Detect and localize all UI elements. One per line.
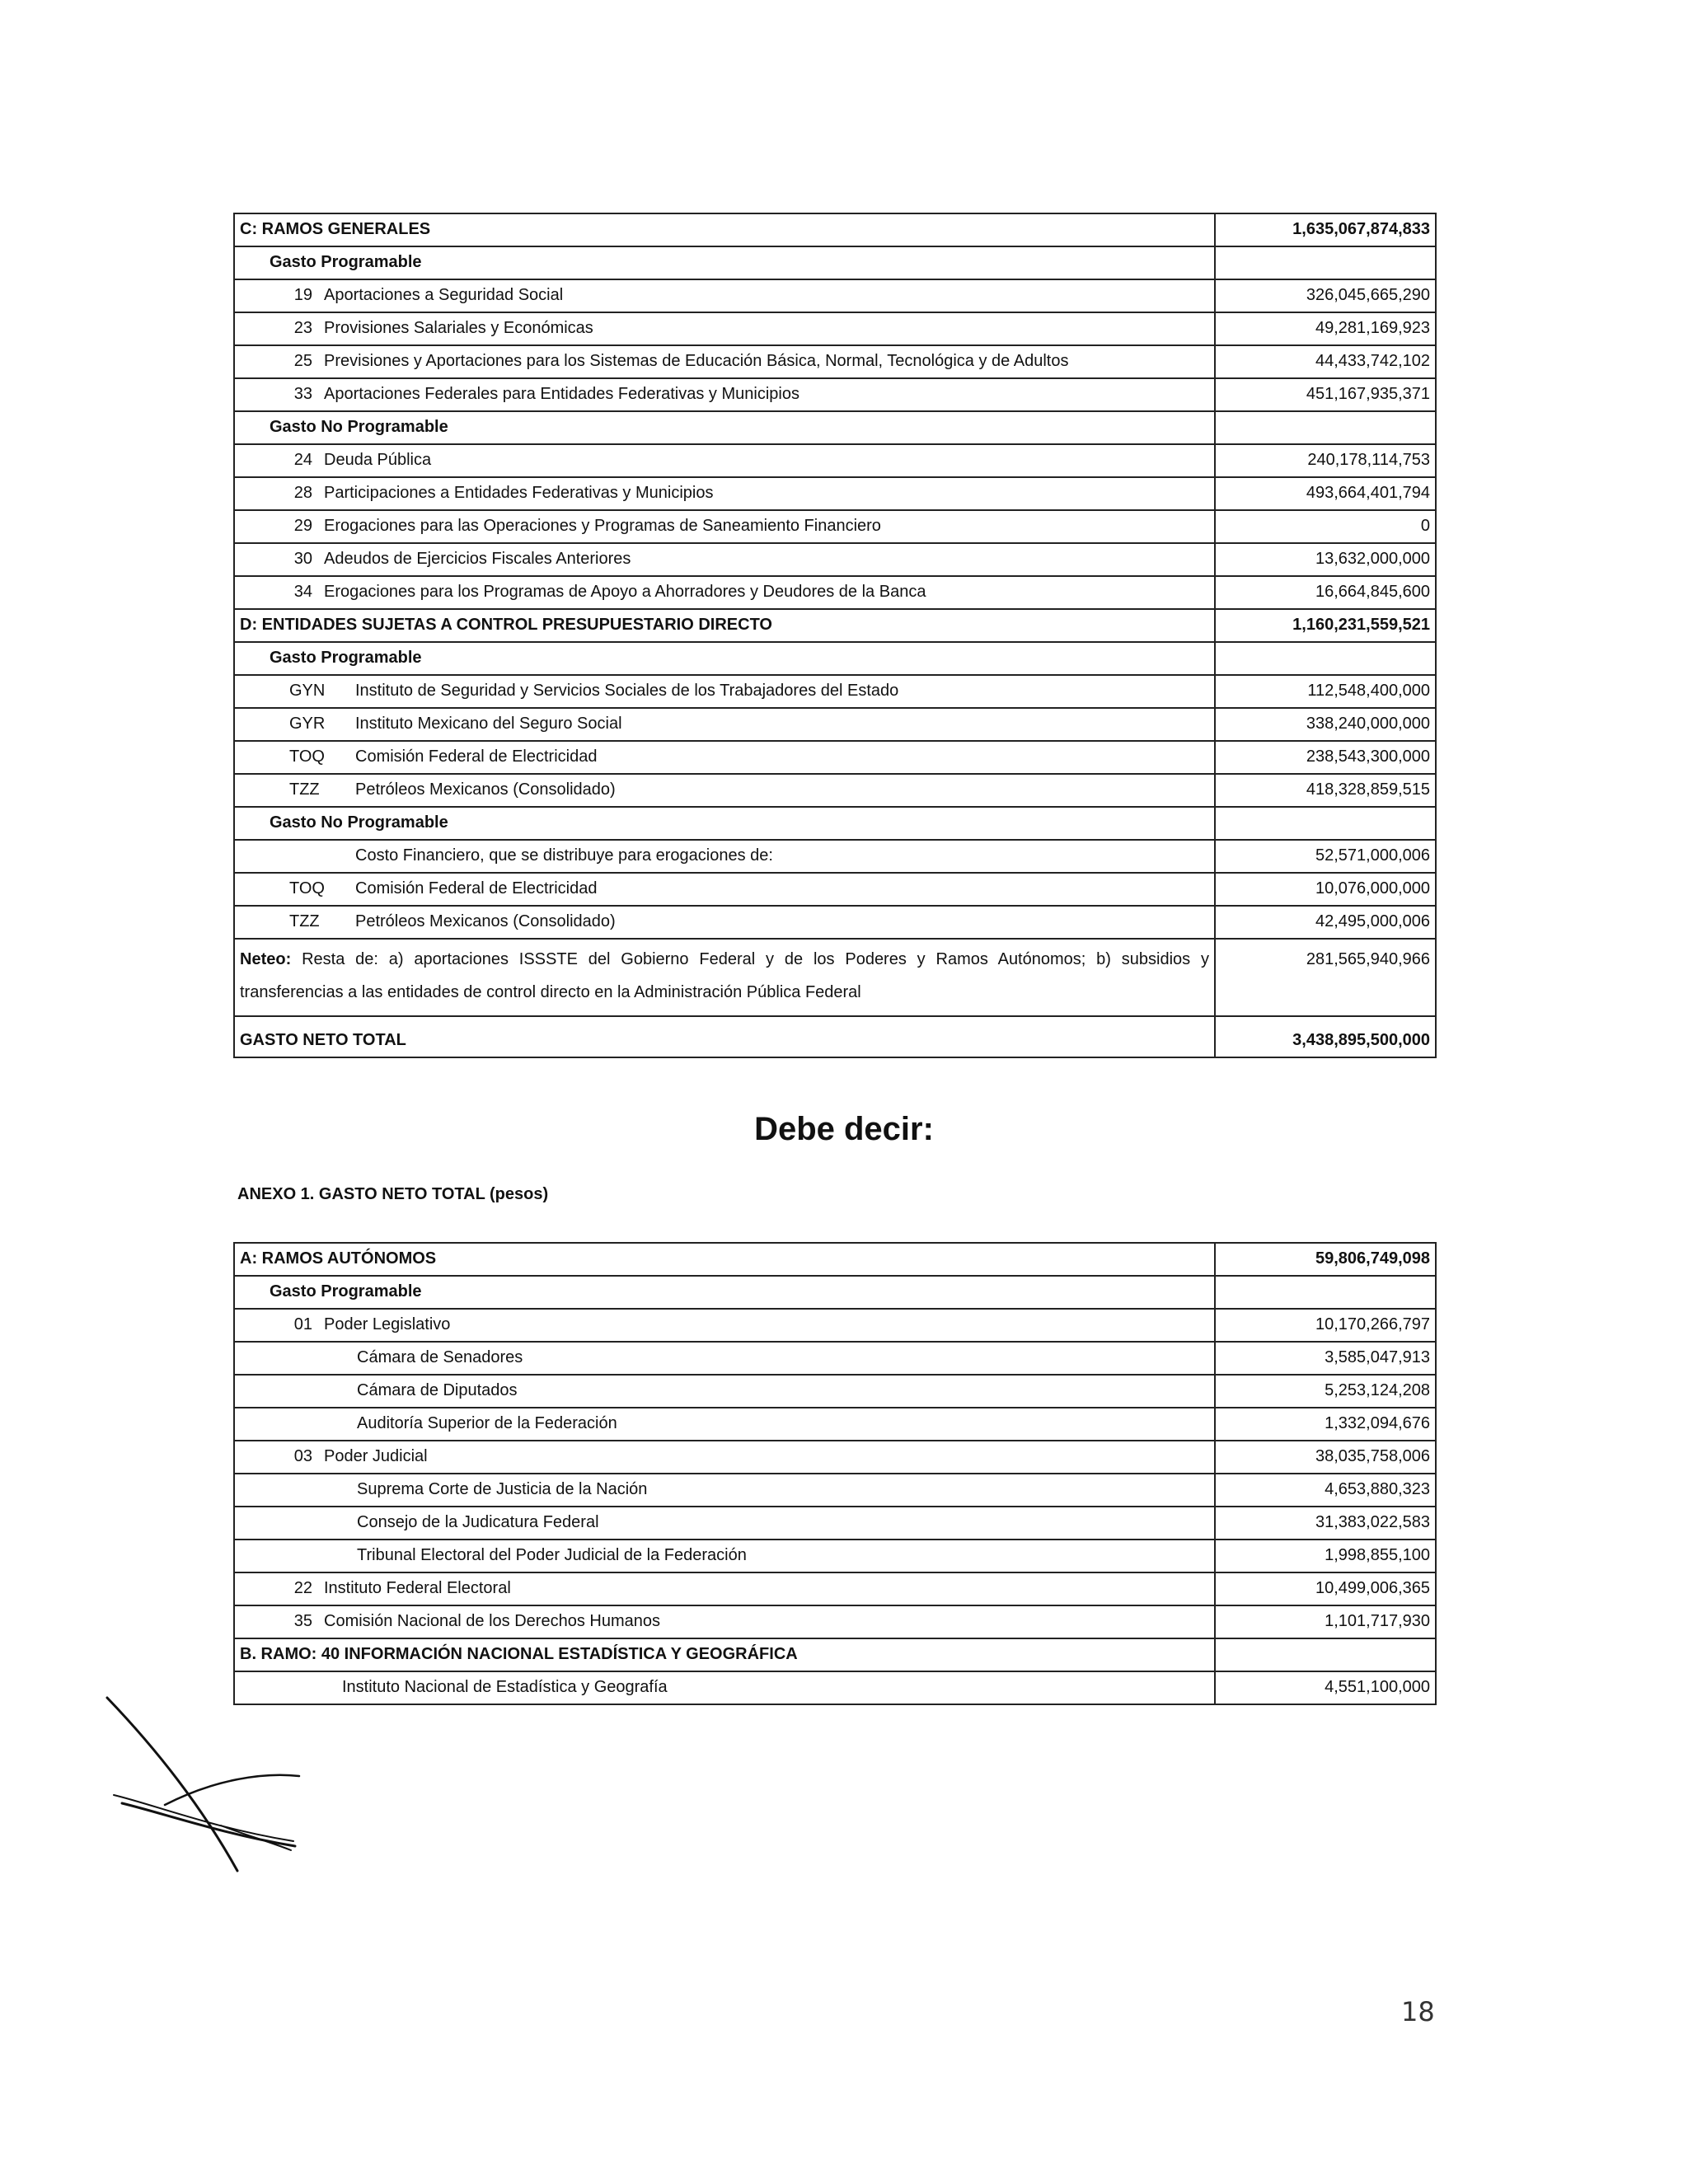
row-description-cell — [234, 312, 1215, 345]
table-row-item — [234, 312, 1436, 345]
table-row-neteo — [234, 939, 1436, 1016]
table-row-entity — [234, 741, 1436, 774]
row-amount: 112,548,400,000 — [1215, 675, 1436, 708]
row-description-cell — [234, 246, 1215, 279]
row-amount: 38,035,758,006 — [1215, 1441, 1436, 1474]
row-amount: 44,433,742,102 — [1215, 345, 1436, 378]
table-body — [234, 1243, 1436, 1704]
table-row-item — [234, 576, 1436, 609]
table-row-item — [234, 444, 1436, 477]
row-text: Participaciones a Entidades Federativas y Municipios — [324, 484, 714, 502]
row-description-cell — [234, 1243, 1215, 1276]
row-text: B. RAMO: 40 INFORMACIÓN NACIONAL ESTADÍSTICA Y GEOGRÁFICA — [240, 1645, 798, 1663]
table-row-sub — [234, 1540, 1436, 1572]
row-description-cell — [234, 1408, 1215, 1441]
row-description-cell — [234, 642, 1215, 675]
row-text: A: RAMOS AUTÓNOMOS — [240, 1249, 437, 1268]
row-description-cell — [234, 1671, 1215, 1704]
row-description-cell — [234, 1507, 1215, 1540]
row-amount — [1215, 411, 1436, 444]
table-row-inegi — [234, 1671, 1436, 1704]
row-text: Provisiones Salariales y Económicas — [324, 319, 593, 337]
row-text: GASTO NETO TOTAL — [240, 1031, 406, 1049]
row-amount: 451,167,935,371 — [1215, 378, 1436, 411]
row-text: Instituto Federal Electoral — [324, 1579, 511, 1597]
row-amount — [1215, 807, 1436, 840]
row-text: Instituto Mexicano del Seguro Social — [355, 715, 622, 733]
table-row-group — [234, 807, 1436, 840]
row-code: TOQ — [289, 879, 325, 898]
row-text: Instituto Nacional de Estadística y Geografía — [342, 1678, 668, 1696]
row-amount: 16,664,845,600 — [1215, 576, 1436, 609]
row-text: Gasto No Programable — [270, 813, 448, 832]
row-description-cell — [234, 1342, 1215, 1375]
row-code: 23 — [293, 319, 312, 337]
row-description-cell — [234, 378, 1215, 411]
row-description-cell — [234, 444, 1215, 477]
row-code: GYR — [289, 715, 326, 733]
row-description-cell — [234, 1441, 1215, 1474]
row-amount: 1,332,094,676 — [1215, 1408, 1436, 1441]
row-amount: 1,635,067,874,833 — [1215, 213, 1436, 246]
row-amount: 5,253,124,208 — [1215, 1375, 1436, 1408]
row-description-cell — [234, 213, 1215, 246]
row-label: Neteo: — [240, 950, 292, 968]
table-row-entity — [234, 840, 1436, 873]
row-text: Comisión Nacional de los Derechos Humanos — [324, 1612, 660, 1630]
row-description-cell — [234, 840, 1215, 873]
row-amount: 13,632,000,000 — [1215, 543, 1436, 576]
row-text: Comisión Federal de Electricidad — [355, 879, 598, 898]
row-description-cell — [234, 1540, 1215, 1572]
row-amount — [1215, 1638, 1436, 1671]
row-description-cell — [234, 675, 1215, 708]
row-text: Deuda Pública — [324, 451, 432, 469]
row-description-cell — [234, 807, 1215, 840]
row-description-cell — [234, 1276, 1215, 1309]
table-row-item — [234, 345, 1436, 378]
row-description-cell — [234, 279, 1215, 312]
row-text: Erogaciones para las Operaciones y Programas de Saneamiento Financiero — [324, 517, 881, 535]
row-text: Aportaciones a Seguridad Social — [324, 286, 564, 304]
table-row-item — [234, 1605, 1436, 1638]
row-code: 29 — [293, 517, 312, 535]
row-text: Tribunal Electoral del Poder Judicial de la Federación — [357, 1546, 747, 1564]
row-amount — [1215, 246, 1436, 279]
signature-mark — [97, 1681, 312, 1879]
row-amount: 281,565,940,966 — [1215, 939, 1436, 1016]
row-text: Suprema Corte de Justicia de la Nación — [357, 1480, 648, 1498]
row-description-cell — [234, 906, 1215, 939]
row-description-cell — [234, 1572, 1215, 1605]
row-amount: 4,653,880,323 — [1215, 1474, 1436, 1507]
row-amount: 493,664,401,794 — [1215, 477, 1436, 510]
row-amount: 1,160,231,559,521 — [1215, 609, 1436, 642]
row-description-cell — [234, 939, 1215, 1016]
table-row-group — [234, 246, 1436, 279]
table-row-group — [234, 411, 1436, 444]
row-code: TZZ — [289, 912, 320, 930]
row-code: GYN — [289, 682, 326, 700]
row-code: 33 — [293, 385, 312, 403]
row-description-cell — [234, 477, 1215, 510]
row-description-cell — [234, 1375, 1215, 1408]
table-row-item — [234, 510, 1436, 543]
table-row-item — [234, 1309, 1436, 1342]
row-description-cell — [234, 345, 1215, 378]
row-amount: 238,543,300,000 — [1215, 741, 1436, 774]
table-row-section — [234, 609, 1436, 642]
row-amount: 326,045,665,290 — [1215, 279, 1436, 312]
table-row-sub — [234, 1408, 1436, 1441]
row-amount: 240,178,114,753 — [1215, 444, 1436, 477]
table-row-entity — [234, 906, 1436, 939]
row-description-cell — [234, 543, 1215, 576]
row-text: Aportaciones Federales para Entidades Federativas y Municipios — [324, 385, 799, 403]
row-amount: 10,076,000,000 — [1215, 873, 1436, 906]
row-description-cell — [234, 1638, 1215, 1671]
row-code: TOQ — [289, 748, 325, 766]
table-row-sub — [234, 1342, 1436, 1375]
table-row-group — [234, 642, 1436, 675]
row-amount: 0 — [1215, 510, 1436, 543]
row-code: 24 — [293, 451, 312, 469]
row-amount: 418,328,859,515 — [1215, 774, 1436, 807]
row-amount: 59,806,749,098 — [1215, 1243, 1436, 1276]
row-description-cell — [234, 741, 1215, 774]
row-amount: 1,998,855,100 — [1215, 1540, 1436, 1572]
row-text: Gasto Programable — [270, 649, 422, 667]
row-description-cell — [234, 1605, 1215, 1638]
row-description-cell — [234, 873, 1215, 906]
row-amount: 49,281,169,923 — [1215, 312, 1436, 345]
row-text: Petróleos Mexicanos (Consolidado) — [355, 780, 616, 799]
table-body — [234, 213, 1436, 1057]
row-amount: 3,585,047,913 — [1215, 1342, 1436, 1375]
row-text: Poder Judicial — [324, 1447, 428, 1465]
table-row-sub — [234, 1375, 1436, 1408]
table-row-item — [234, 1441, 1436, 1474]
row-amount: 42,495,000,006 — [1215, 906, 1436, 939]
row-code: 19 — [293, 286, 312, 304]
table-row-entity — [234, 708, 1436, 741]
table-row-entity — [234, 873, 1436, 906]
row-text: Instituto de Seguridad y Servicios Sociales de los Trabajadores del Estado — [355, 682, 899, 700]
row-amount: 10,170,266,797 — [1215, 1309, 1436, 1342]
table-row-sub — [234, 1474, 1436, 1507]
table-row-item — [234, 477, 1436, 510]
row-text: Previsiones y Aportaciones para los Sistemas de Educación Básica, Normal, Tecnológica y de Adultos — [324, 352, 1069, 370]
table-row-item — [234, 543, 1436, 576]
row-text: Gasto Programable — [270, 253, 422, 271]
row-code: 03 — [293, 1447, 312, 1465]
row-code: 25 — [293, 352, 312, 370]
row-text: Poder Legislativo — [324, 1315, 451, 1333]
row-text: Cámara de Diputados — [357, 1381, 518, 1399]
row-text: Petróleos Mexicanos (Consolidado) — [355, 912, 616, 930]
row-description-cell — [234, 1309, 1215, 1342]
row-code: 22 — [293, 1579, 312, 1597]
table-row-entity — [234, 774, 1436, 807]
table-row-group — [234, 1276, 1436, 1309]
budget-table-ramos-autonomos — [233, 1242, 1437, 1705]
row-description-cell — [234, 774, 1215, 807]
row-code: 28 — [293, 484, 312, 502]
table-row-item — [234, 378, 1436, 411]
row-description-cell — [234, 411, 1215, 444]
row-amount — [1215, 1276, 1436, 1309]
row-text: D: ENTIDADES SUJETAS A CONTROL PRESUPUESTARIO DIRECTO — [240, 616, 772, 634]
table-row-entity — [234, 675, 1436, 708]
row-description-cell — [234, 609, 1215, 642]
row-code: 34 — [293, 583, 312, 601]
table-row-sub — [234, 1507, 1436, 1540]
correction-heading: Debe decir: — [754, 1111, 934, 1147]
row-text: Gasto Programable — [270, 1282, 422, 1301]
row-code: 01 — [293, 1315, 312, 1333]
row-amount: 1,101,717,930 — [1215, 1605, 1436, 1638]
table-row-section — [234, 1638, 1436, 1671]
table-row-section — [234, 1243, 1436, 1276]
row-text: C: RAMOS GENERALES — [240, 220, 431, 238]
row-text: Adeudos de Ejercicios Fiscales Anteriores — [324, 550, 631, 568]
table-row-item — [234, 279, 1436, 312]
row-amount: 10,499,006,365 — [1215, 1572, 1436, 1605]
row-code: 30 — [293, 550, 312, 568]
row-text: Consejo de la Judicatura Federal — [357, 1513, 599, 1531]
table-row-item — [234, 1572, 1436, 1605]
row-text: Resta de: a) aportaciones ISSSTE del Gobierno Federal y de los Poderes y Ramos Autónomos; b) subsidios y transferencias a las entidades de control directo en la Administración Pública Federal — [240, 950, 1209, 1001]
row-amount: 338,240,000,000 — [1215, 708, 1436, 741]
row-amount: 4,551,100,000 — [1215, 1671, 1436, 1704]
page-number: 18 — [1401, 1996, 1435, 2027]
row-description-cell — [234, 576, 1215, 609]
table-row-section — [234, 213, 1436, 246]
annex-title: ANEXO 1. GASTO NETO TOTAL (pesos) — [237, 1185, 549, 1203]
row-description-cell — [234, 708, 1215, 741]
row-code: 35 — [293, 1612, 312, 1630]
row-text: Erogaciones para los Programas de Apoyo a Ahorradores y Deudores de la Banca — [324, 583, 926, 601]
row-text: Costo Financiero, que se distribuye para erogaciones de: — [355, 846, 773, 865]
row-amount: 52,571,000,006 — [1215, 840, 1436, 873]
row-description-cell — [234, 510, 1215, 543]
row-text: Comisión Federal de Electricidad — [355, 748, 598, 766]
row-text: Gasto No Programable — [270, 418, 448, 436]
row-description-cell — [234, 1474, 1215, 1507]
row-description-cell — [234, 1016, 1215, 1057]
row-code: TZZ — [289, 780, 320, 799]
budget-table-ramos-generales — [233, 213, 1437, 1058]
row-text: Cámara de Senadores — [357, 1348, 523, 1366]
row-amount: 31,383,022,583 — [1215, 1507, 1436, 1540]
row-amount — [1215, 642, 1436, 675]
row-amount: 3,438,895,500,000 — [1215, 1016, 1436, 1057]
table-row-total — [234, 1016, 1436, 1057]
row-text: Auditoría Superior de la Federación — [357, 1414, 617, 1432]
